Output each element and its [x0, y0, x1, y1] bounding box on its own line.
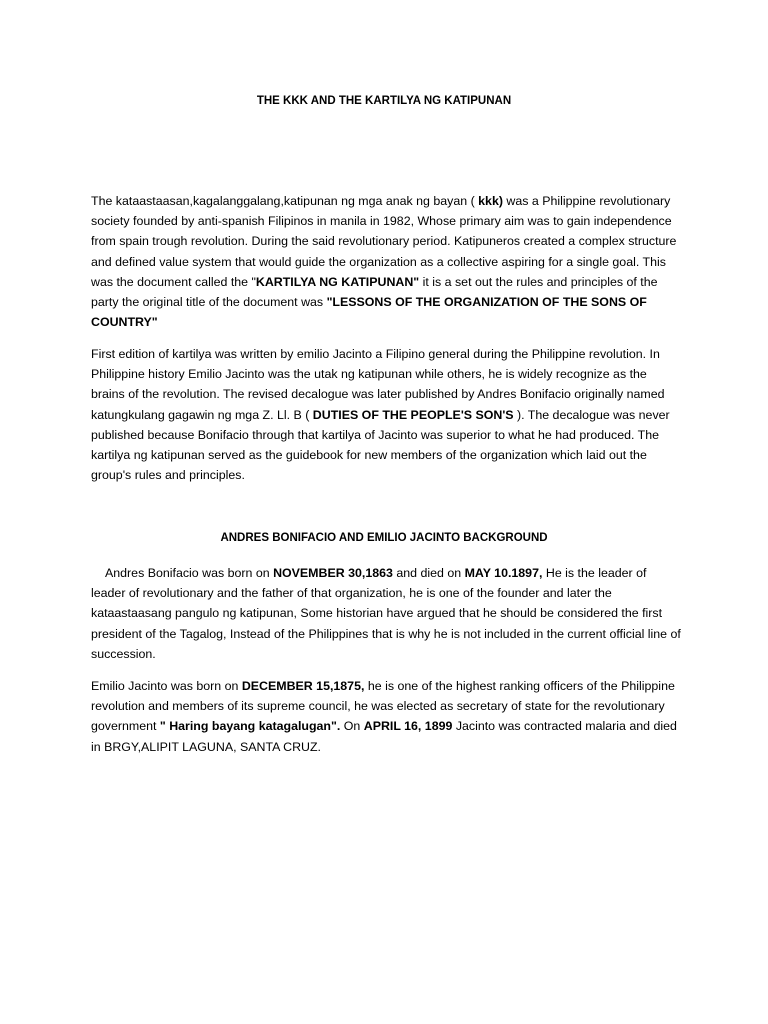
text-run: On [340, 719, 364, 734]
text-run: ). The decalogue was never published because Bonifacio through that kartilya of Jacinto was superior to what he had produced. The kartilya ng katipunan served as the guidebook for new members of the organization which laid out the group's rules and principles. [91, 407, 670, 483]
bold-run: APRIL 16, 1899 [363, 719, 453, 734]
text-run: Jacinto was contracted malaria and died in BRGY,ALIPIT LAGUNA, SANTA CRUZ. [91, 719, 677, 754]
text-run: Andres Bonifacio was born on [105, 566, 274, 580]
document-title: THE KKK AND THE KARTILYA NG KATIPUNAN [256, 95, 512, 107]
paragraph-jacinto [91, 676, 681, 757]
text-run: Emilio Jacinto was born on [91, 679, 242, 693]
bold-run: " Haring bayang katagalugan". [159, 719, 341, 734]
text-run: First edition of kartilya was written by emilio Jacinto a Filipino general during the Philippine revolution. In Philippine history Emilio Jacinto was the utak ng katipunan while others, he is widely recognize as the brains of the revolution. The revised decalogue was later published by Andres Bonifacio originally named katungkulang gagawin ng mga Z. Ll. B ( [91, 347, 665, 422]
bold-run: NOVEMBER 30,1863 [273, 566, 393, 580]
text-run: was a Philippine revolutionary society founded by anti-spanish Filipinos in manila in 1982, Whose primary aim was to gain independence from spain trough revolution. During the said revolutionary period. Katipuneros created a complex structure and defined value system that would guide the organization as a collective aspiring for a single goal. This was the document called the " [91, 194, 677, 289]
text-run: The kataastaasan,kagalanggalang,katipunan ng mga anak ng bayan ( [91, 194, 479, 208]
bold-run: MAY 10.1897, [464, 566, 543, 580]
text-run: and died on [392, 566, 465, 580]
paragraph-kkk-intro [91, 191, 681, 332]
paragraph-kartilya-history [91, 344, 681, 485]
bold-run: kkk) [478, 194, 503, 208]
paragraph-bonifacio [91, 563, 681, 664]
text-run: he is one of the highest ranking officers of the Philippine revolution and members of its supreme council, he was elected as secretary of state for the revolutionary government [91, 679, 675, 734]
text-run: it is a set out the rules and principles of the party the original title of the document was [91, 274, 658, 310]
bold-run: DUTIES OF THE PEOPLE'S SON'S [312, 407, 514, 422]
bold-run: KARTILYA NG KATIPUNAN" [255, 274, 420, 289]
section-title: ANDRES BONIFACIO AND EMILIO JACINTO BACKGROUND [220, 532, 548, 544]
bold-run: "LESSONS OF THE ORGANIZATION OF THE SONS OF COUNTRY" [91, 295, 647, 330]
text-run: He is the leader of leader of revolutionary and the father of that organization, he is one of the founder and later the kataastaasang pangulo ng katipunan, Some historian have argued that he should be considered the first president of the Tagalog, Instead of the Philippines that is why he is not included in the current official line of succession. [91, 566, 681, 661]
bold-run: DECEMBER 15,1875, [241, 679, 365, 693]
